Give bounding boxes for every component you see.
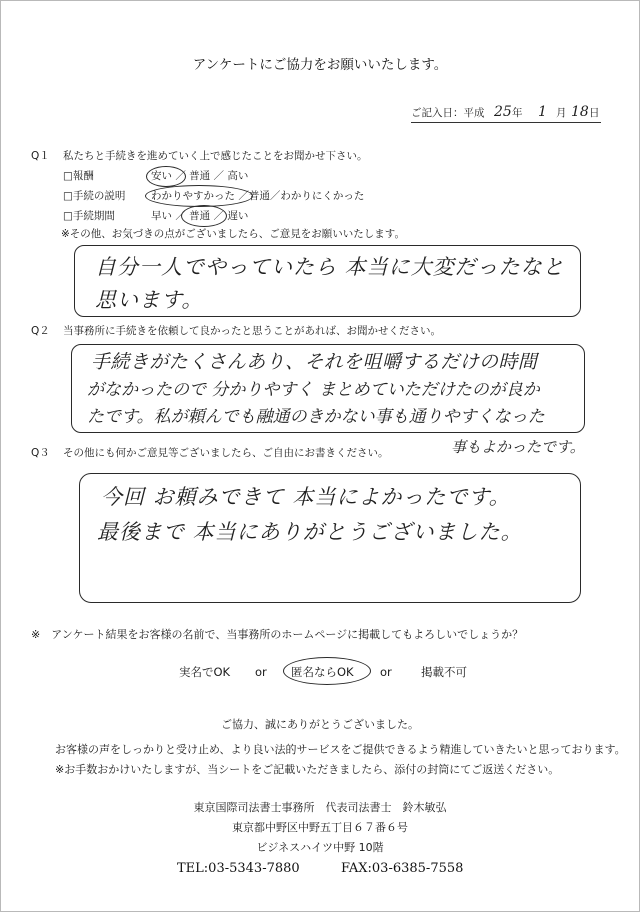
q3-question: その他にも何かご意見等ございましたら、ご自由にお書きください。 [63,447,389,459]
date-month: 1 [538,104,547,120]
publish-option-decline: 掲載不可 [421,665,467,679]
q1-note: ※その他、お気づきの点がございましたら、ご意見をお願いいたします。 [61,228,405,240]
thanks-line-2: お客様の声をしっかりと受け止め、より良い法的サービスをご提供できるよう精進していきたいと思っております。 [55,743,626,756]
date-day: 18 [571,104,589,120]
q2-answer-line-1: 手続きがたくさんあり、それを咀嚼するだけの時間 [91,351,538,373]
page-title: アンケートにご協力をお願いいたします。 [192,57,448,73]
q2-answer-line-3: たです。私が頼んでも融通のきかない事も通りやすくなった [87,407,545,427]
thanks-line-3: ※お手数おかけいたしますが、当シートをご記載いただきましたら、添付の封筒にてご返送ください。 [55,763,560,776]
publish-option-real-name: 実名でOK [179,665,231,679]
q3-answer-line-2: 最後まで 本当にありがとうございました。 [97,520,523,544]
q1-row-explanation-options: わかりやすかった ／普通／わかりにくかった [151,190,365,202]
date-month-unit: 月 [556,107,567,119]
publish-or-2: or [380,665,392,679]
q1-row-explanation-label: □手続の説明 [63,190,126,202]
q1-question: 私たちと手続きを進めていく上で感じたことをお聞かせ下さい。 [63,150,368,162]
q1-row-fee-label: □報酬 [63,170,94,182]
explanation-selection-circle [145,185,253,207]
q1-row-period-label: □手続期間 [63,210,115,222]
date-underline [411,122,601,123]
publish-question: ※ アンケート結果をお客様の名前で、当事務所のホームページに掲載してもよろしいでしょうか？ [31,628,524,641]
date-year-unit: 年 [512,107,523,119]
office-fax: FAX:03-6385-7558 [341,861,464,876]
office-name: 東京国際司法書士事務所 代表司法書士 鈴木敏弘 [193,801,447,814]
office-address-2: ビジネスハイツ中野 10階 [256,841,384,854]
publish-option-anonymous: 匿名ならOK [291,665,354,679]
date-year: 25 [494,104,512,120]
office-address-1: 東京都中野区中野五丁目６７番６号 [232,821,408,834]
period-selection-circle [181,205,227,227]
q3-answer-line-1: 今回 お頼みできて 本当によかったです。 [101,485,511,509]
date-label: ご記入日：平成 [411,107,485,119]
q1-answer-line-2: 思います。 [95,288,204,312]
q2-question: 当事務所に手続きを依頼して良かったと思うことがあれば、お聞かせください。 [63,325,441,337]
q3-number: Q３ [31,447,50,459]
publish-or-1: or [255,665,267,679]
date-line [411,105,601,123]
q2-number: Q２ [31,325,50,337]
date-day-unit: 日 [589,107,600,119]
office-tel: TEL:03-5343-7880 [177,861,300,876]
fee-selection-circle [146,166,186,187]
q2-answer-line-2: がなかったので 分かりやすく まとめていただけたのが良か [87,380,540,400]
q1-number: Q１ [31,150,50,162]
publish-selection-circle [283,657,371,685]
q1-answer-line-1: 自分一人でやっていたら 本当に大変だったなと [95,255,565,279]
q1-row-period-options: 早い ／ 普通 ／ 遅い [151,210,249,222]
q2-answer-line-4: 事もよかったです。 [451,438,585,456]
q1-row-fee-options: 安い ／ 普通 ／ 高い [151,170,249,182]
thanks-line-1: ご協力、誠にありがとうございました。 [221,718,419,731]
